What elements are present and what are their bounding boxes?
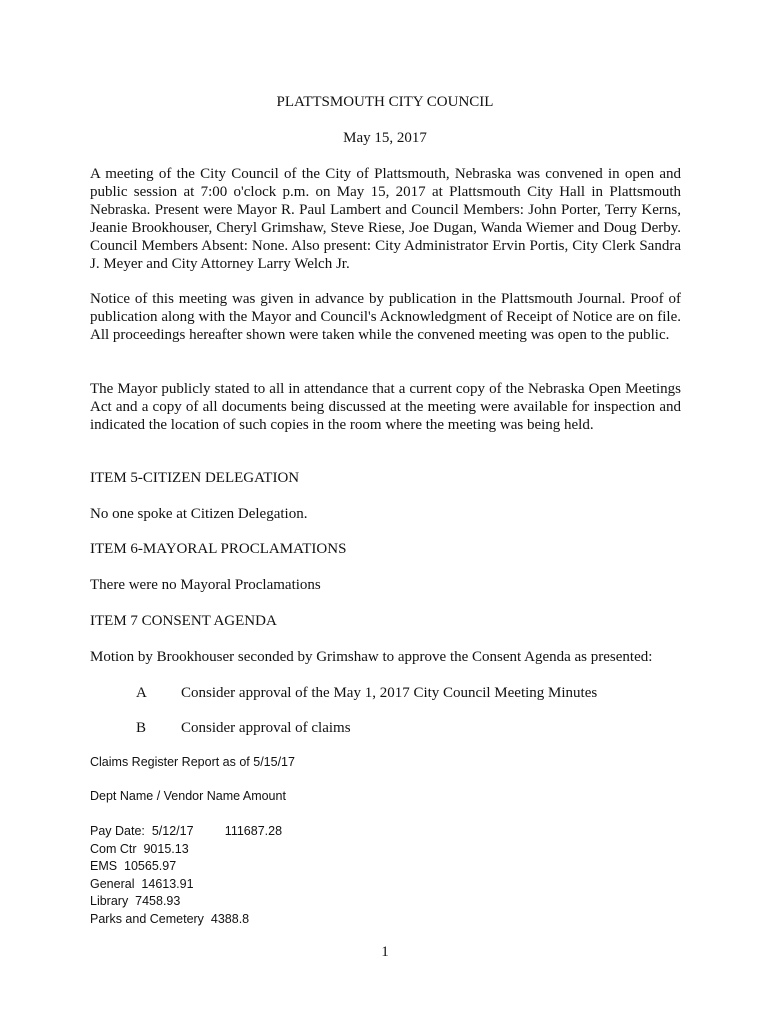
- document-title: PLATTSMOUTH CITY COUNCIL: [276, 94, 494, 110]
- motion-text: Motion by Brookhouser seconded by Grimshaw to approve the Consent Agenda as presented:: [90, 649, 653, 665]
- page-number: 1: [381, 944, 389, 960]
- paragraph-attendance: A meeting of the City Council of the City of Plattsmouth, Nebraska was convened in open and public session at 7:00 o'clock p.m. on May 15, 2017 at Plattsmouth City Hall in Plattsmouth Nebraska. Present were Mayor R. Paul Lambert and Council Members: John Porter, Terry Kerns, Jeanie Brookhouser, Cheryl Grimshaw, Steve Riese, Joe Dugan, Wanda Wiemer and Doug Derby. Council Members Absent: None. Also present: City Administrator Ervin Portis, City Clerk Sandra J. Meyer and City Attorney Larry Welch Jr.: [90, 166, 681, 272]
- paragraph-notice: Notice of this meeting was given in advance by publication in the Plattsmouth Journal. Proof of publication along with the Mayor and Council's Acknowledgment of Receipt of Notice are on file. All proceedings hereafter shown were taken while the convened meeting was open to the public.: [90, 291, 681, 343]
- claims-title: Claims Register Report as of 5/15/17: [90, 755, 295, 769]
- claims-line: General 14613.91: [90, 876, 194, 891]
- claims-line: Library 7458.93: [90, 894, 181, 908]
- claims-line: Pay Date: 5/12/17 111687.28: [90, 824, 283, 838]
- item6-heading: ITEM 6-MAYORAL PROCLAMATIONS: [90, 541, 347, 557]
- item7-heading: ITEM 7 CONSENT AGENDA: [90, 613, 277, 629]
- claims-line: EMS 10565.97: [90, 859, 177, 873]
- item6-text: There were no Mayoral Proclamations: [90, 577, 321, 593]
- meeting-date: May 15, 2017: [343, 130, 427, 146]
- agenda-item-letter: B: [136, 720, 147, 736]
- agenda-item-letter: A: [136, 685, 147, 701]
- item5-heading: ITEM 5-CITIZEN DELEGATION: [90, 470, 300, 486]
- claims-line: Parks and Cemetery 4388.8: [90, 911, 250, 926]
- agenda-item-text: Consider approval of the May 1, 2017 City Council Meeting Minutes: [181, 685, 598, 701]
- claims-header: Dept Name / Vendor Name Amount: [90, 789, 286, 803]
- claims-list: [90, 823, 282, 928]
- item5-text: No one spoke at Citizen Delegation.: [90, 506, 308, 522]
- agenda-item-text: Consider approval of claims: [181, 720, 351, 736]
- paragraph-open-meetings: The Mayor publicly stated to all in attendance that a current copy of the Nebraska Open Meetings Act and a copy of all documents being discussed at the meeting were available for inspection and indicated the location of such copies in the room where the meeting was being held.: [90, 381, 681, 433]
- claims-line: Com Ctr 9015.13: [90, 841, 189, 856]
